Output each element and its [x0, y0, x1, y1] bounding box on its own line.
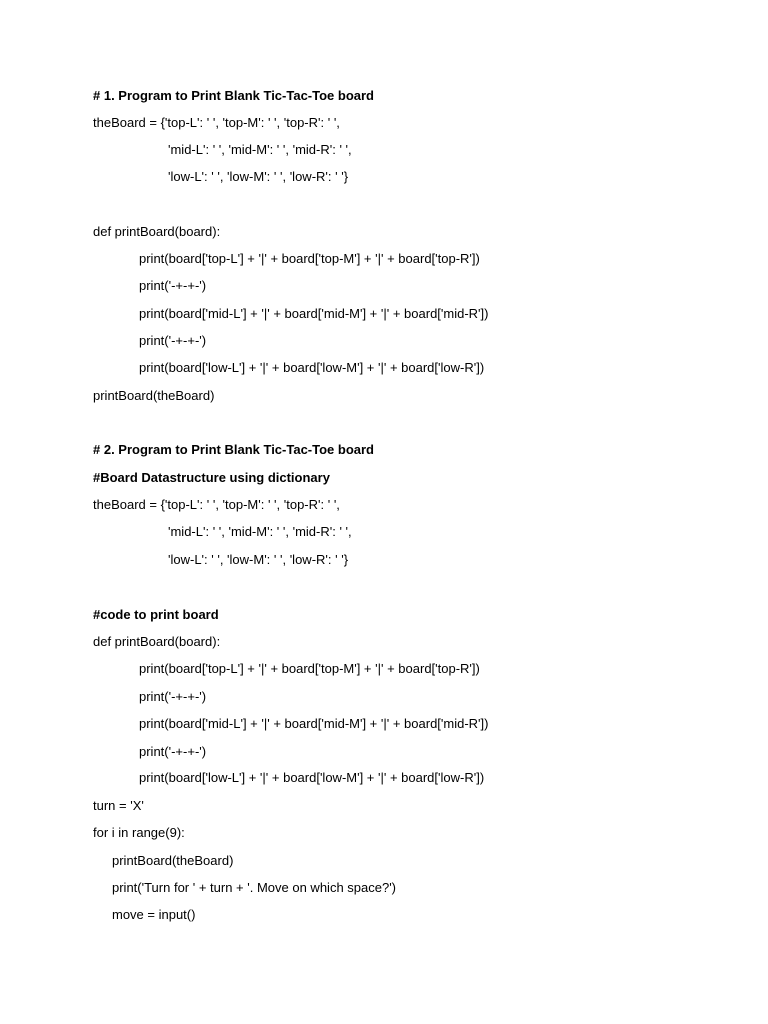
section1-heading: # 1. Program to Print Blank Tic-Tac-Toe board [93, 88, 374, 103]
section1-print-separator-2: print('-+-+-') [139, 333, 207, 348]
section2-print-top: print(board['top-L'] + '|' + board['top-M'] + '|' + board['top-R']) [139, 661, 480, 676]
section2-loop-move: move = input() [112, 907, 196, 922]
section2-turn-line: turn = 'X' [93, 798, 144, 813]
section2-def-line: def printBoard(board): [93, 634, 221, 649]
section2-print-separator-2: print('-+-+-') [139, 744, 207, 759]
section1-call-line: printBoard(theBoard) [93, 388, 215, 403]
section2-board-line-3: 'low-L': ' ', 'low-M': ' ', 'low-R': ' '} [168, 552, 349, 567]
section1-board-line-2: 'mid-L': ' ', 'mid-M': ' ', 'mid-R': ' ', [168, 142, 352, 157]
section2-print-separator-1: print('-+-+-') [139, 689, 207, 704]
section2-print-mid: print(board['mid-L'] + '|' + board['mid-M'] + '|' + board['mid-R']) [139, 716, 489, 731]
section1-print-mid: print(board['mid-L'] + '|' + board['mid-M'] + '|' + board['mid-R']) [139, 306, 489, 321]
section2-loop-print-turn: print('Turn for ' + turn + '. Move on which space?') [112, 880, 397, 895]
section1-def-line: def printBoard(board): [93, 224, 221, 239]
section1-print-separator-1: print('-+-+-') [139, 278, 207, 293]
section1-print-low: print(board['low-L'] + '|' + board['low-M'] + '|' + board['low-R']) [139, 360, 485, 375]
section1-board-line-1: theBoard = {'top-L': ' ', 'top-M': ' ', 'top-R': ' ', [93, 115, 340, 130]
section2-subheading: #Board Datastructure using dictionary [93, 470, 330, 485]
section2-heading: # 2. Program to Print Blank Tic-Tac-Toe board [93, 442, 374, 457]
section1-board-line-3: 'low-L': ' ', 'low-M': ' ', 'low-R': ' '} [168, 169, 349, 184]
section2-board-line-1: theBoard = {'top-L': ' ', 'top-M': ' ', 'top-R': ' ', [93, 497, 340, 512]
section2-print-low: print(board['low-L'] + '|' + board['low-M'] + '|' + board['low-R']) [139, 770, 485, 785]
section2-board-line-2: 'mid-L': ' ', 'mid-M': ' ', 'mid-R': ' ', [168, 524, 352, 539]
section2-for-line: for i in range(9): [93, 825, 185, 840]
section2-code-comment: #code to print board [93, 607, 219, 622]
section2-loop-print-board: printBoard(theBoard) [112, 853, 234, 868]
section1-print-top: print(board['top-L'] + '|' + board['top-M'] + '|' + board['top-R']) [139, 251, 480, 266]
